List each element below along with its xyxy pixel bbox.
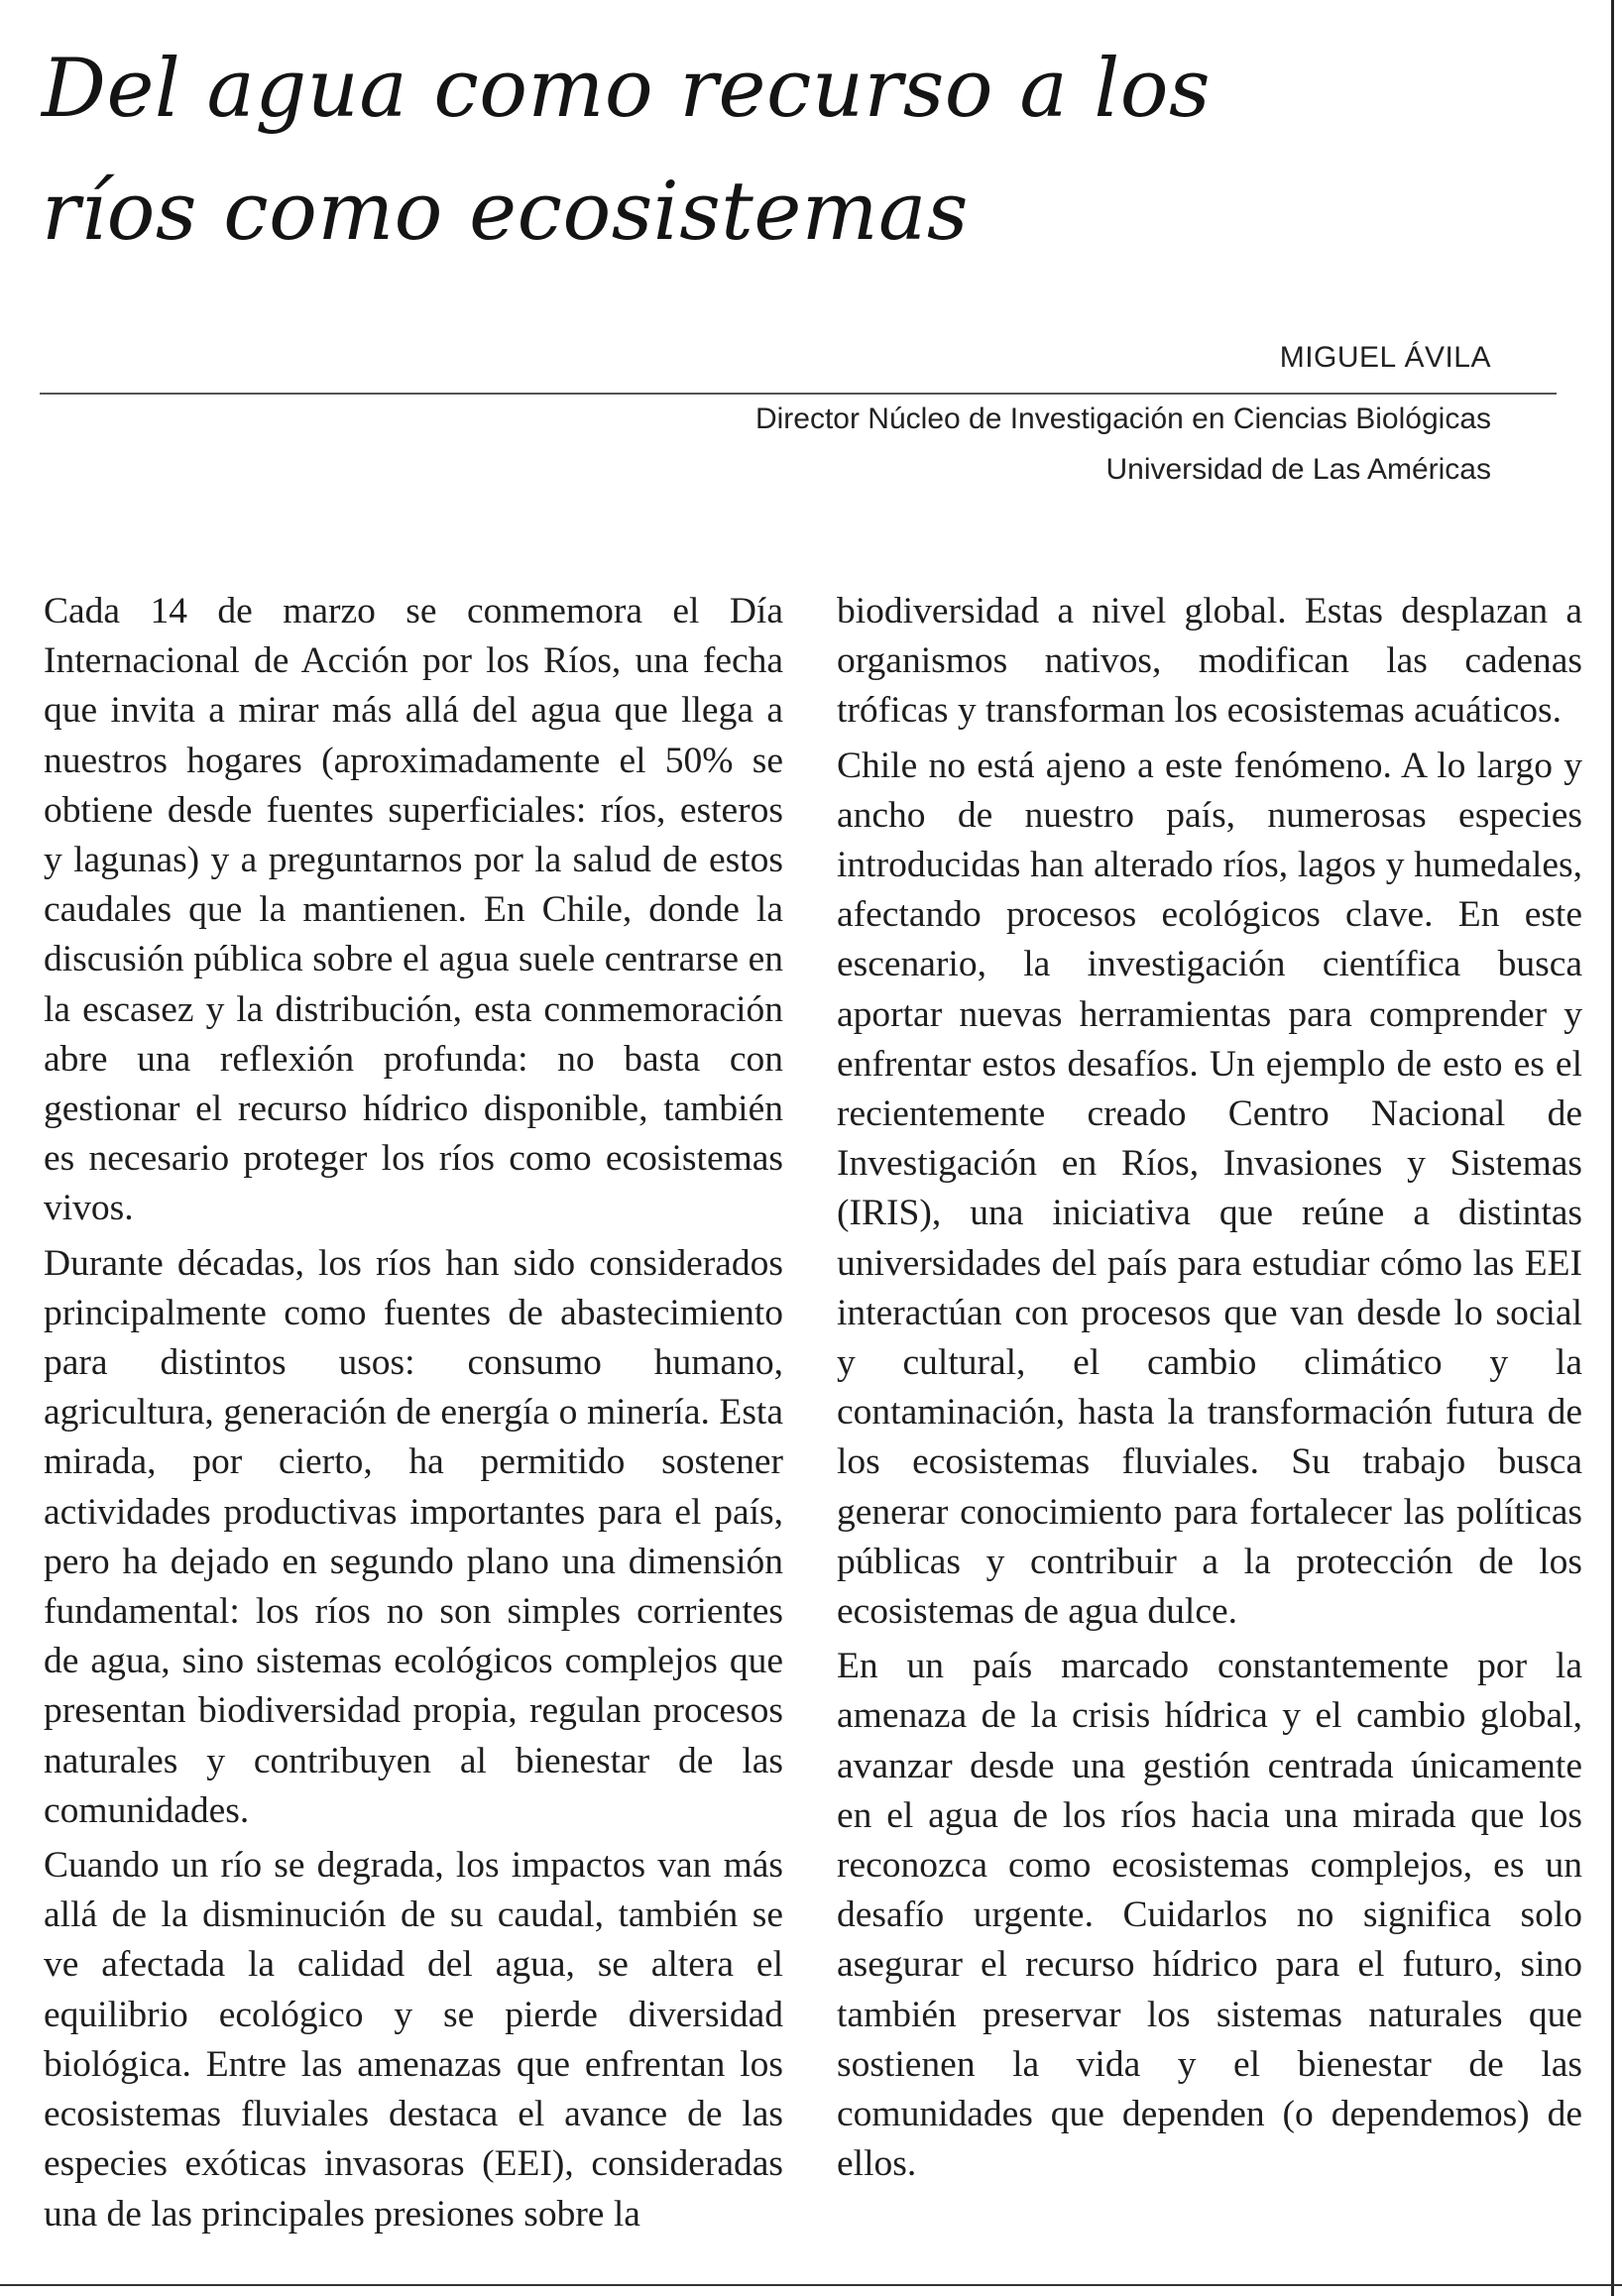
byline-divider xyxy=(40,393,1557,395)
author-name: MIGUEL ÁVILA xyxy=(1279,341,1491,374)
bottom-divider xyxy=(0,2284,1622,2286)
paragraph-1: Cada 14 de marzo se conmemora el Día Internacional de Acción por los Ríos, una fecha que invita a mirar más allá del agua que llega a nuestros hogares (aproximadamente el 50% se obtiene desde fuentes superficiales: ríos, esteros y lagunas) y a preguntarnos por la salud de estos caudales que la mantienen. En Chile, donde la discusión pública sobre el agua suele centrarse en la escasez y la distribución, esta conmemoración abre una reflexión profunda: no basta con gestionar el recurso hídrico disponible, también es necesario proteger los ríos como ecosistemas vivos. xyxy=(44,591,783,1229)
paragraph-2: Durante décadas, los ríos han sido considerados principalmente como fuentes de abastecimiento para distintos usos: consumo humano, agricultura, generación de energía o minería. Esta mirada, por cierto, ha permitido sostener actividades productivas importantes para el país, pero ha dejado en segundo plano una dimensión fundamental: los ríos no son simples corrientes de agua, sino sistemas ecológicos complejos que presentan biodiversidad propia, regulan procesos naturales y contribuyen al bienestar de las comunidades. xyxy=(44,1242,783,1831)
article-headline xyxy=(42,28,1430,274)
article-column-left xyxy=(44,587,783,2244)
paragraph-3-continued: biodiversidad a nivel global. Estas desplazan a organismos nativos, modifican las cadenas tróficas y transforman los ecosistemas acuáticos. xyxy=(837,591,1582,732)
article-column-right xyxy=(837,587,1582,2195)
headline-line-1: Del agua como recurso a los xyxy=(42,43,1212,136)
paragraph-5: En un país marcado constantemente por la amenaza de la crisis hídrica y el cambio global, avanzar desde una gestión centrada únicamente en el agua de los ríos hacia una mirada que los reconozca como ecosistemas complejos, es un desafío urgente. Cuidarlos no significa solo asegurar el recurso hídrico para el futuro, sino también preservar los sistemas naturales que sostienen la vida y el bienestar de las comunidades que dependen (o dependemos) de ellos. xyxy=(837,1646,1582,2185)
headline-line-2: ríos como ecosistemas xyxy=(42,166,969,259)
paragraph-4: Chile no está ajeno a este fenómeno. A lo largo y ancho de nuestro país, numerosas especies introducidas han alterado ríos, lagos y humedales, afectando procesos ecológicos clave. En este escenario, la investigación científica busca aportar nuevas herramientas para comprender y enfrentar estos desafíos. Un ejemplo de esto es el recientemente creado Centro Nacional de Investigación en Ríos, Invasiones y Sistemas (IRIS), una iniciativa que reúne a distintas universidades del país para estudiar cómo las EEI interactúan con procesos que van desde lo social y cultural, el cambio climático y la contaminación, hasta la transformación futura de los ecosistemas fluviales. Su trabajo busca generar conocimiento para fortalecer las políticas públicas y contribuir a la protección de los ecosistemas de agua dulce. xyxy=(837,745,1582,1633)
author-organization: Universidad de Las Américas xyxy=(1105,453,1491,486)
author-role: Director Núcleo de Investigación en Ciencias Biológicas xyxy=(754,402,1491,435)
paragraph-3: Cuando un río se degrada, los impactos van más allá de la disminución de su caudal, también se ve afectada la calidad del agua, se altera el equilibrio ecológico y se pierde diversidad biológica. Entre las amenazas que enfrentan los ecosistemas fluviales destaca el avance de las especies exóticas invasoras (EEI), consideradas una de las principales presiones sobre la xyxy=(44,1845,783,2235)
page-edge-rule xyxy=(1611,0,1614,2296)
